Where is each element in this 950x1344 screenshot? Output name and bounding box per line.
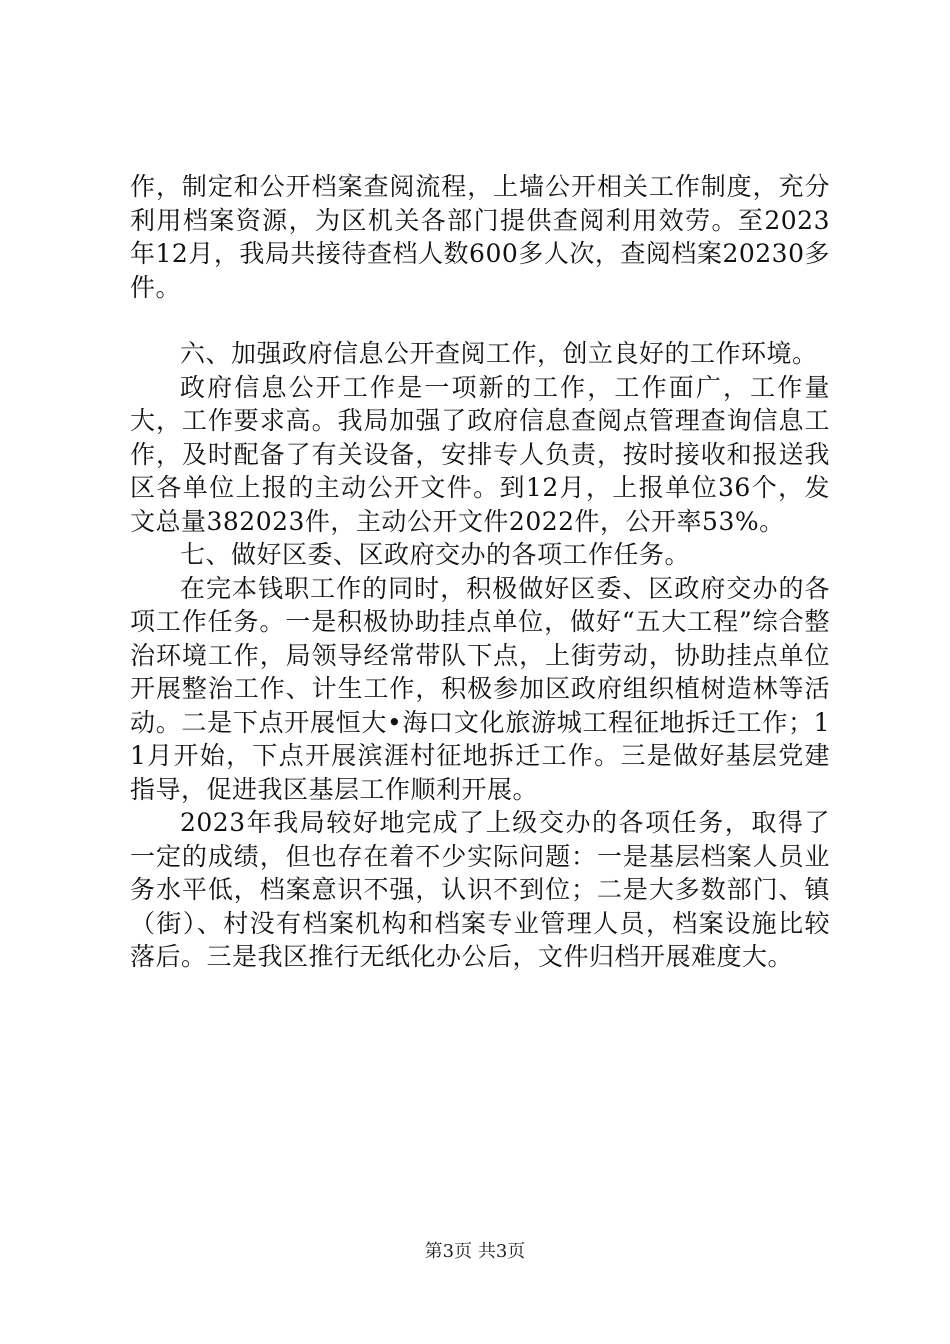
paragraph-continuation: 作，制定和公开档案查阅流程，上墙公开相关工作制度，充分利用档案资源，为区机关各部门提供查阅利用效劳。至2023年12月，我局共接待查档人数600多人次，查阅档案20230多件。 bbox=[130, 172, 830, 302]
paragraph-assigned-tasks: 在完本钱职工作的同时，积极做好区委、区政府交办的各项工作任务。一是积极协助挂点单位，做好“五大工程”综合整治环境工作，局领导经常带队下点，上街劳动，协助挂点单位开展整治工作、计生工作，积极参加区政府组织植树造林等活动。二是下点开展恒大•海口文化旅游城工程征地拆迁工作；11月开始，下点开展滨涯村征地拆迁工作。三是做好基层党建指导，促进我区基层工作顺利开展。 bbox=[130, 573, 830, 804]
page-footer: 第3页 共3页 bbox=[424, 1241, 526, 1262]
paragraph-summary-problems: 2023年我局较好地完成了上级交办的各项任务，取得了一定的成绩，但也存在着不少实际问题：一是基层档案人员业务水平低，档案意识不强，认识不到位；二是大多数部门、镇（街）、村没有档案机构和档案专业管理人员，档案设施比较落后。三是我区推行无纸化办公后，文件归档开展难度大。 bbox=[130, 808, 830, 971]
paragraph-info-disclosure: 政府信息公开工作是一项新的工作，工作面广，工作量大，工作要求高。我局加强了政府信息查阅点管理查询信息工作，及时配备了有关设备，安排专人负责，按时接收和报送我区各单位上报的主动公开文件。到12月，上报单位36个，发文总量382023件，主动公开文件2022件，公开率53%。 bbox=[130, 372, 830, 536]
document-body bbox=[130, 170, 830, 974]
section-heading-six: 六、加强政府信息公开查阅工作，创立良好的工作环境。 bbox=[180, 339, 818, 368]
section-heading-seven: 七、做好区委、区政府交办的各项工作任务。 bbox=[180, 540, 691, 569]
